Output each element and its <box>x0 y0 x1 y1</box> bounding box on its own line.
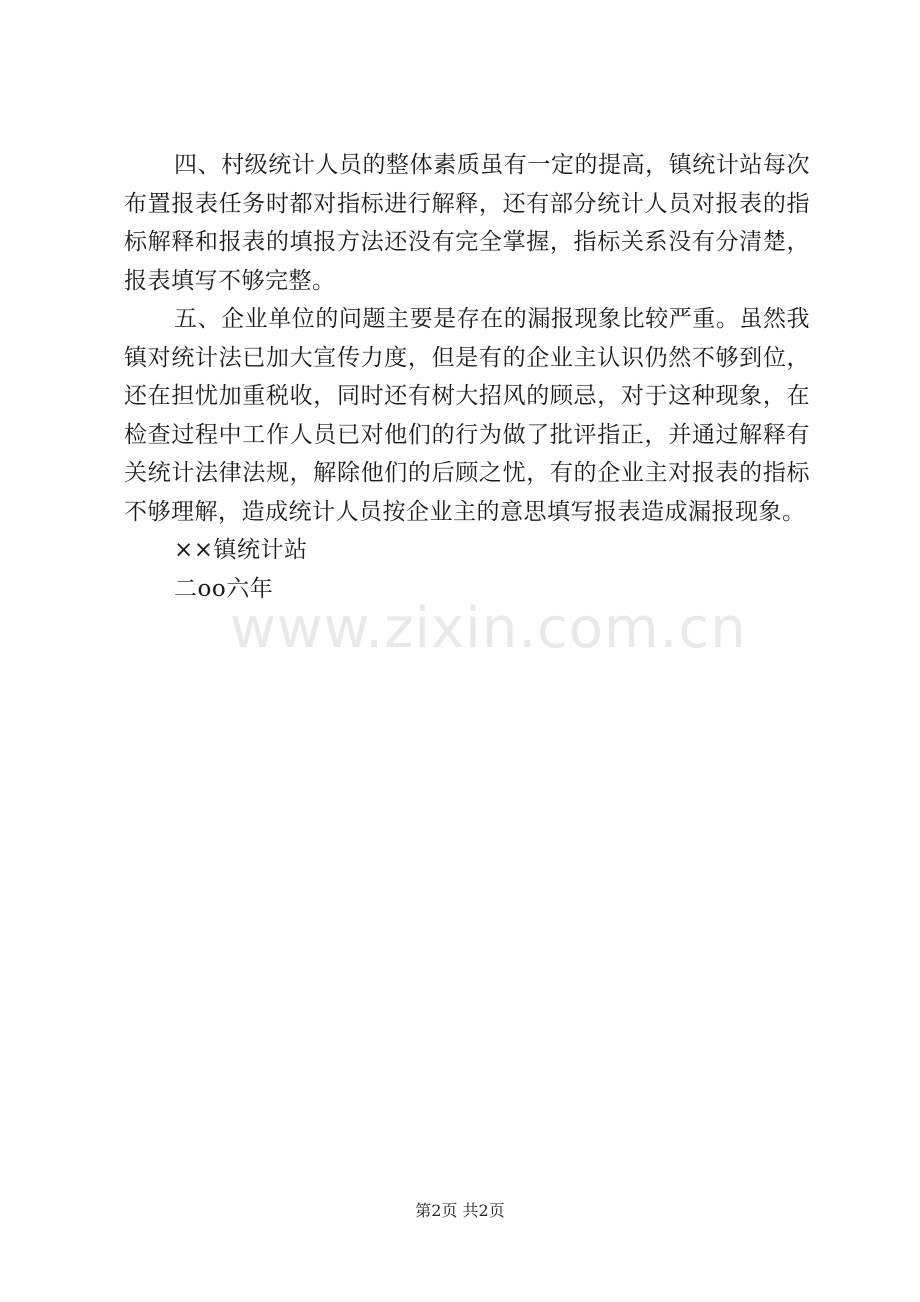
document-body <box>124 146 810 608</box>
page-footer: 第2页 共2页 <box>415 1201 505 1220</box>
watermark: www.zixin.com.cn <box>230 596 747 661</box>
paragraph-five: 五、企业单位的问题主要是存在的漏报现象比较严重。虽然我镇对统计法已加大宣传力度，但是有的企业主认识仍然不够到位，还在担忧加重税收，同时还有树大招风的顾忌，对于这种现象，在检查过程中工作人员已对他们的行为做了批评指正，并通过解释有关统计法律法规，解除他们的后顾之忧，有的企业主对报表的指标不够理解，造成统计人员按企业主的意思填写报表造成漏报现象。 <box>124 306 810 525</box>
signature-date: 二oo六年 <box>174 575 274 602</box>
signature-org: ××镇统计站 <box>174 537 308 563</box>
paragraph-four: 四、村级统计人员的整体素质虽有一定的提高，镇统计站每次布置报表任务时都对指标进行解释，还有部分统计人员对报表的指标解释和报表的填报方法还没有完全掌握，指标关系没有分清楚，报表填写不够完整。 <box>124 152 810 294</box>
